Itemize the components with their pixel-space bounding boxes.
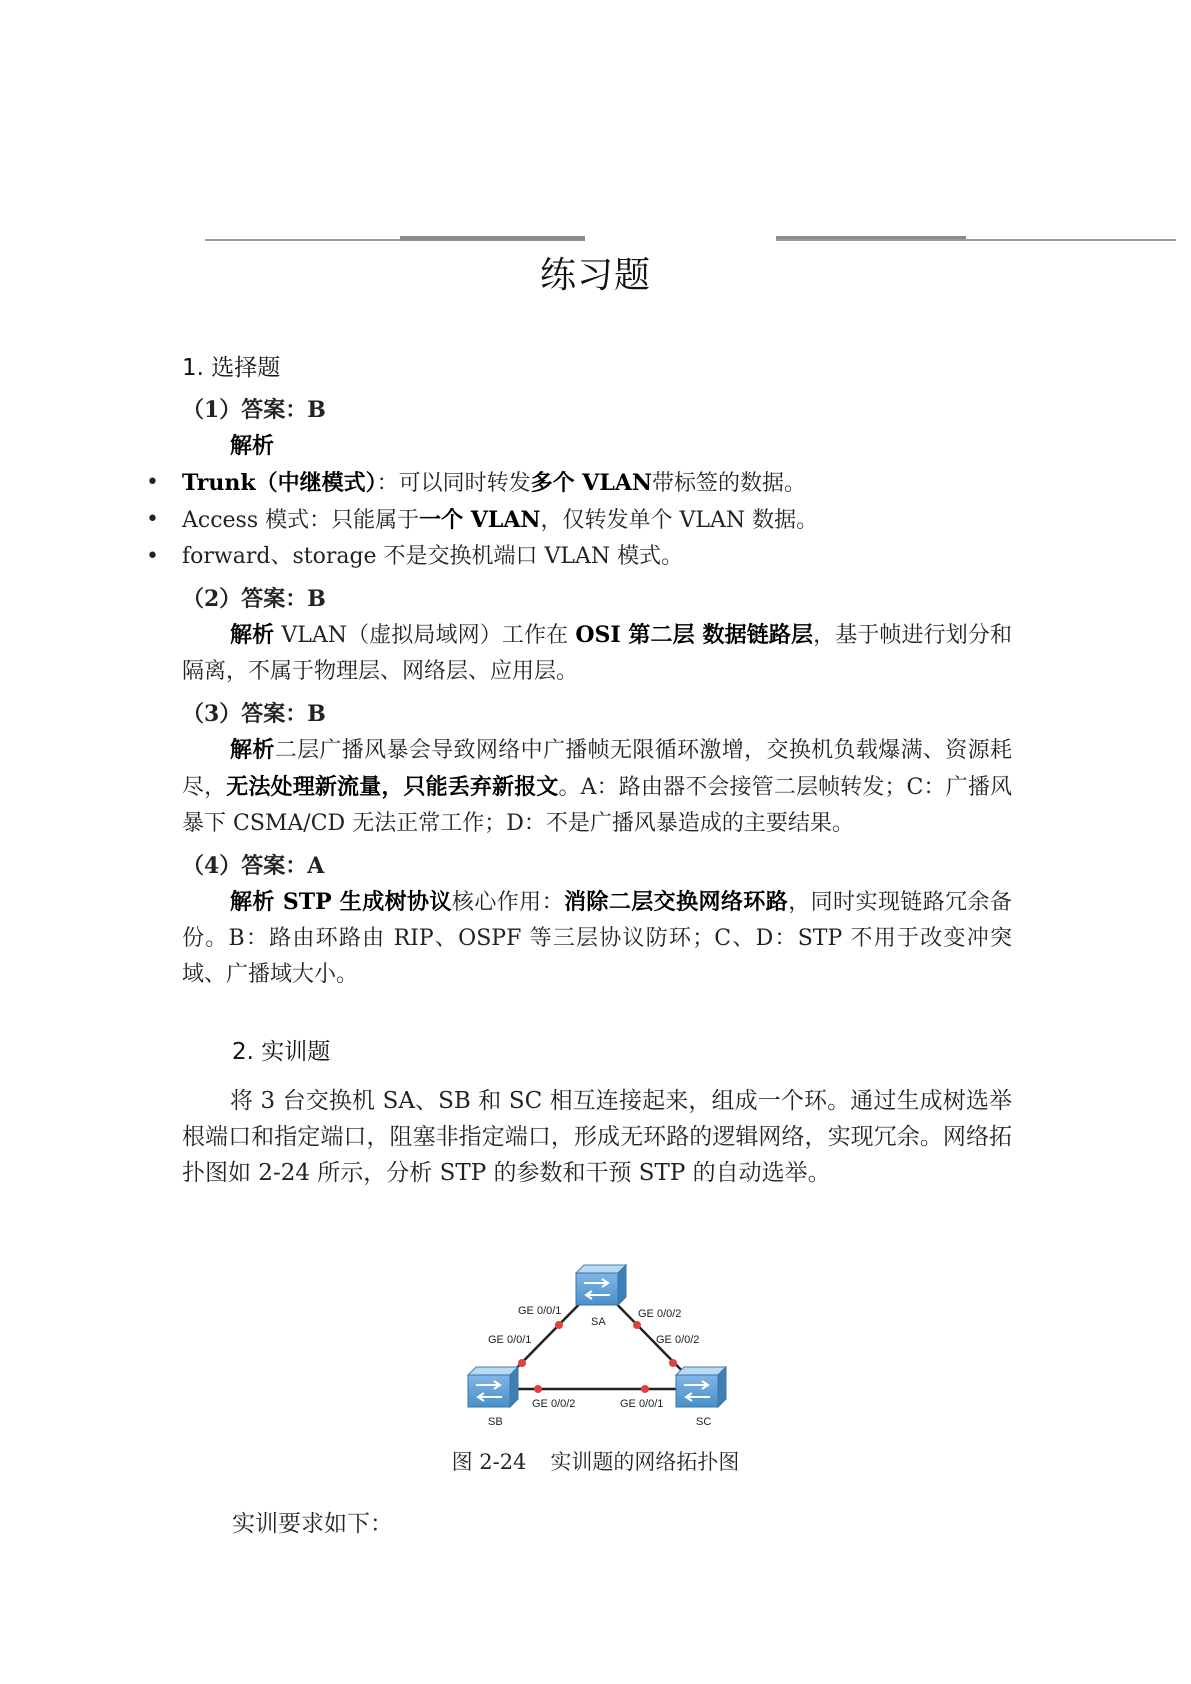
section2-body: 将 3 台交换机 SA、SB 和 SC 相互连接起来，组成一个环。通过生成树选举根端口和指定端口，阻塞非指定端口，形成无环路的逻辑网络，实现冗余。网络拓扑图如 2-24 所示，分析 STP 的参数和干预 STP 的自动选举。	[182, 1088, 1012, 1186]
port-dot	[534, 1385, 542, 1393]
section1-heading: 1. 选择题	[182, 355, 281, 381]
port-label-sc-top: GE 0/0/2	[656, 1334, 700, 1346]
q3-answer: （3）答案：B	[182, 701, 326, 727]
port-dot	[633, 1321, 641, 1329]
q1-bullets	[146, 465, 1012, 575]
port-dot	[641, 1385, 649, 1393]
bullet-icon: •	[146, 544, 159, 569]
section2-heading: 2. 实训题	[232, 1039, 331, 1065]
q1-analysis-label: 解析	[230, 433, 275, 459]
q2-analysis: 解析 VLAN（虚拟局域网）工作在 OSI 第二层 数据链路层，基于帧进行划分和隔离，不属于物理层、网络层、应用层。	[182, 622, 1012, 684]
bullet-icon: •	[146, 470, 159, 495]
switch-sc-label: SC	[696, 1416, 712, 1428]
requirements-label: 实训要求如下：	[232, 1511, 393, 1537]
section1	[146, 350, 1012, 993]
bullet-icon: •	[146, 507, 159, 532]
port-label-sc-left: GE 0/0/1	[620, 1398, 664, 1410]
header-rule-right-thin	[776, 239, 1176, 241]
list-item: • Trunk（中继模式）：可以同时转发多个 VLAN带标签的数据。	[182, 465, 1012, 502]
switch-sa-label: SA	[591, 1316, 606, 1328]
switch-sb-icon	[468, 1367, 518, 1407]
q2-answer: （2）答案：B	[182, 586, 326, 612]
page-title: 练习题	[539, 255, 651, 296]
port-label-sa-right: GE 0/0/2	[638, 1308, 682, 1320]
q3-analysis: 解析二层广播风暴会导致网络中广播帧无限循环激增，交换机负载爆满、资源耗尽，无法处理新流量，只能丢弃新报文。A：路由器不会接管二层帧转发；C：广播风暴下 CSMA/CD 无法正常工作；D：不是广播风暴造成的主要结果。	[182, 737, 1012, 836]
switch-sa-icon	[576, 1265, 626, 1305]
port-label-sa-left: GE 0/0/1	[518, 1305, 562, 1317]
list-item: • forward、storage 不是交换机端口 VLAN 模式。	[182, 539, 1012, 575]
port-label-sb-top: GE 0/0/1	[488, 1334, 532, 1346]
switch-sb-label: SB	[488, 1416, 503, 1428]
port-label-sb-right: GE 0/0/2	[532, 1398, 576, 1410]
port-dot	[518, 1359, 526, 1367]
port-dot	[669, 1359, 677, 1367]
figure-caption: 图 2-24 实训题的网络拓扑图	[451, 1450, 740, 1474]
q1-answer: （1）答案：B	[182, 397, 326, 423]
list-item: • Access 模式：只能属于一个 VLAN，仅转发单个 VLAN 数据。	[182, 502, 1012, 539]
port-dot	[555, 1321, 563, 1329]
network-topology-diagram	[460, 1255, 740, 1430]
q4-answer: （4）答案：A	[182, 853, 325, 879]
q4-analysis: 解析 STP 生成树协议核心作用：消除二层交换网络环路，同时实现链路冗余备份。B：路由环路由 RIP、OSPF 等三层协议防环；C、D：STP 不用于改变冲突域、广播域大小。	[182, 889, 1012, 987]
header-rule-left-thick	[400, 236, 585, 241]
switch-sc-icon	[676, 1367, 726, 1407]
